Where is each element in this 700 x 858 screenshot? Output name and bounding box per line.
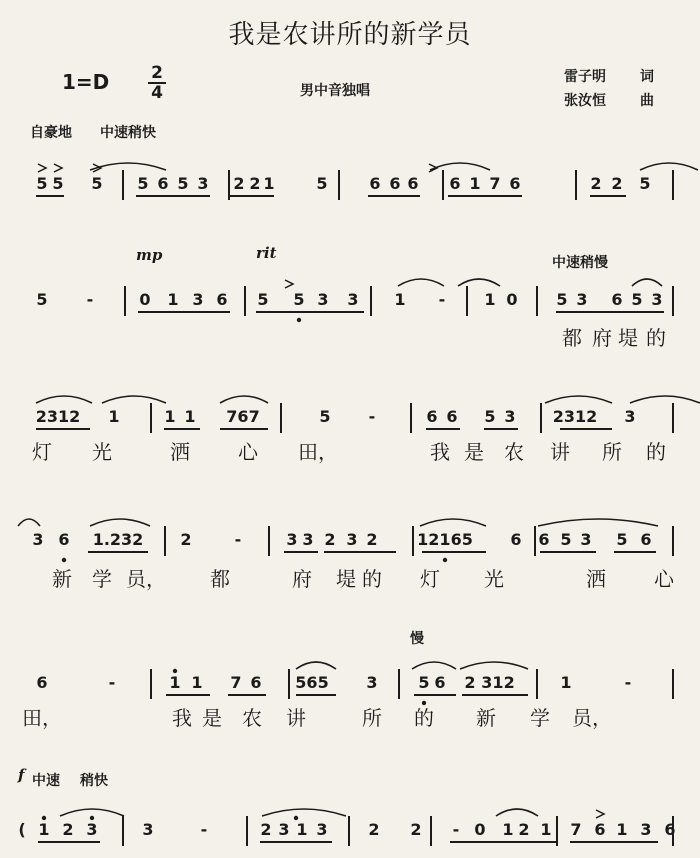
beam-underline <box>556 311 664 313</box>
note: 1 <box>502 820 514 839</box>
dynamic-rit: rit <box>256 244 277 262</box>
note: 3 <box>286 530 298 549</box>
tie-arc <box>545 396 612 403</box>
beam-underline <box>462 694 528 696</box>
note: 5 <box>293 290 305 309</box>
note: 2 <box>368 820 380 839</box>
note: 3 <box>278 820 290 839</box>
bar-line <box>150 403 152 433</box>
time-signature <box>146 64 168 102</box>
bar-line <box>288 669 290 699</box>
bar-line <box>246 816 248 846</box>
note: 5 <box>560 530 572 549</box>
beam-underline <box>426 428 460 430</box>
lyric-syllable: 学 <box>530 706 550 730</box>
tempo-change-slow: 慢 <box>410 631 424 647</box>
note: 6 <box>216 290 228 309</box>
note: 2 <box>180 530 192 549</box>
note: 3 <box>316 820 328 839</box>
notation-line <box>0 162 700 202</box>
bar-line <box>672 526 674 556</box>
lyric-syllable: 我 <box>430 440 450 464</box>
lyric-syllable: 是 <box>202 706 222 730</box>
bar-line <box>672 403 674 433</box>
tie-arc <box>412 662 456 669</box>
beam-underline <box>540 551 596 553</box>
note: 6 <box>58 530 70 549</box>
lyric-syllable: 洒 <box>170 440 190 464</box>
note: 0 <box>506 290 518 309</box>
note: 2 <box>62 820 74 839</box>
note: 2 <box>518 820 530 839</box>
tie-arc <box>398 279 444 286</box>
tie-arc <box>496 809 538 816</box>
tie-arc <box>630 396 700 403</box>
bar-line <box>672 669 674 699</box>
note: 3 <box>640 820 652 839</box>
note: - <box>200 820 208 839</box>
bar-line <box>534 526 536 556</box>
tempo-mark: 中速稍快 <box>100 125 156 141</box>
note: 1 <box>560 673 572 692</box>
note: 3 <box>192 290 204 309</box>
note: 2 <box>260 820 272 839</box>
beam-underline <box>422 551 486 553</box>
note: 3 <box>302 530 314 549</box>
bar-line <box>370 286 372 316</box>
lyric-syllable: 府 <box>592 326 612 350</box>
note: 2 <box>611 174 623 193</box>
beam-underline <box>220 428 268 430</box>
note: 3 <box>317 290 329 309</box>
low-octave-dot <box>297 318 301 322</box>
note: 767 <box>226 407 260 426</box>
lyric-syllable: 灯 <box>32 440 52 464</box>
bar-line <box>164 526 166 556</box>
beam-underline <box>36 195 64 197</box>
beam-underline <box>136 195 210 197</box>
lyric-syllable: 的 <box>646 440 666 464</box>
note: 5 <box>556 290 568 309</box>
lyric-syllable: 光 <box>484 567 504 591</box>
bar-line <box>244 286 246 316</box>
beam-underline <box>38 841 100 843</box>
tie-arc <box>102 396 166 403</box>
note: 5 <box>257 290 269 309</box>
note: 2312 <box>552 407 598 426</box>
tie-arc <box>90 163 166 170</box>
lyric-syllable: 心 <box>238 440 258 464</box>
note: 2 <box>464 673 476 692</box>
note: 6 <box>389 174 401 193</box>
note: 312 <box>481 673 515 692</box>
note: 3 <box>86 820 98 839</box>
tie-arc <box>538 519 658 526</box>
note: 3 <box>504 407 516 426</box>
note: 1 <box>296 820 308 839</box>
note: 5 <box>316 174 328 193</box>
lyric-syllable: 农 <box>504 440 524 464</box>
note: 6 <box>510 530 522 549</box>
note: 6 <box>538 530 550 549</box>
tie-arc <box>296 662 336 669</box>
beam-underline <box>138 311 230 313</box>
note: 1 <box>616 820 628 839</box>
accent-mark <box>54 164 62 172</box>
beam-underline <box>614 551 656 553</box>
tempo-change-slower: 中速稍慢 <box>552 255 608 271</box>
note: 6 <box>640 530 652 549</box>
lyric-syllable: 光 <box>92 440 112 464</box>
note: - <box>368 407 376 426</box>
lyric-syllable: 的 <box>646 326 666 350</box>
tie-arc <box>90 519 150 526</box>
beam-underline <box>484 428 518 430</box>
note: 5 <box>137 174 149 193</box>
note: 3 <box>580 530 592 549</box>
dynamic-f: f <box>18 766 25 784</box>
tie-arc <box>36 396 92 403</box>
bar-line <box>124 286 126 316</box>
note: 1 <box>164 407 176 426</box>
note: 6 <box>157 174 169 193</box>
bar-line <box>412 526 414 556</box>
note: 3 <box>624 407 636 426</box>
beam-underline <box>296 694 336 696</box>
tie-arc <box>632 279 662 286</box>
lyric-syllable: 新 <box>52 567 72 591</box>
note: 565 <box>295 673 329 692</box>
notation-line <box>0 395 700 435</box>
bar-line <box>466 286 468 316</box>
note: 7 <box>489 174 501 193</box>
beam-underline <box>368 195 420 197</box>
meter-top: 2 <box>151 63 163 83</box>
bar-line <box>672 286 674 316</box>
tie-arc <box>18 519 40 526</box>
note: 2 <box>410 820 422 839</box>
lyricist-name: 雷子明 <box>564 69 606 85</box>
tie-arc <box>220 396 268 403</box>
note: 5 <box>418 673 430 692</box>
tie-arc <box>458 279 500 286</box>
note: 6 <box>369 174 381 193</box>
lyric-syllable: 是 <box>464 440 484 464</box>
note: 6 <box>250 673 262 692</box>
lyric-syllable: 都 <box>562 326 582 350</box>
lyric-syllable: 心 <box>654 567 674 591</box>
bar-line <box>280 403 282 433</box>
note: 2 <box>366 530 378 549</box>
tempo-change-medium: 中速 <box>32 773 60 789</box>
note: 1 <box>38 820 50 839</box>
note: 7 <box>570 820 582 839</box>
note: 5 <box>616 530 628 549</box>
beam-underline <box>260 841 332 843</box>
note: 1 <box>167 290 179 309</box>
lyric-syllable: 的 <box>414 706 434 730</box>
note: 1.232 <box>92 530 144 549</box>
lyric-syllable: 讲 <box>286 706 306 730</box>
bar-line <box>398 669 400 699</box>
beam-underline <box>570 841 658 843</box>
beam-underline <box>36 428 90 430</box>
bar-line <box>150 669 152 699</box>
note: 5 <box>484 407 496 426</box>
note: 6 <box>611 290 623 309</box>
tie-arc <box>60 809 124 816</box>
note: 1 <box>469 174 481 193</box>
note: 6 <box>449 174 461 193</box>
meter-bottom: 4 <box>151 83 163 103</box>
lyric-syllable: 新 <box>476 706 496 730</box>
note: - <box>234 530 242 549</box>
bar-line <box>442 170 444 200</box>
beam-underline <box>164 428 200 430</box>
bar-line <box>268 526 270 556</box>
note: 0 <box>474 820 486 839</box>
note: 6 <box>664 820 676 839</box>
lyric-syllable: 所 <box>362 706 382 730</box>
composer-name: 张汝恒 <box>564 93 606 109</box>
lyric-syllable: 员， <box>572 706 612 730</box>
note: 1 <box>394 290 406 309</box>
note: 1 <box>263 174 275 193</box>
beam-underline <box>228 694 266 696</box>
tie-arc <box>420 519 486 526</box>
bar-line <box>348 816 350 846</box>
notation-line <box>0 278 700 318</box>
note: 12165 <box>417 530 473 549</box>
lyric-syllable: 府 <box>292 567 312 591</box>
note: 6 <box>407 174 419 193</box>
note: 6 <box>594 820 606 839</box>
note: 3 <box>197 174 209 193</box>
note: 5 <box>36 290 48 309</box>
lyric-syllable: 学 <box>92 567 112 591</box>
note: 3 <box>32 530 44 549</box>
note: - <box>438 290 446 309</box>
note: 3 <box>142 820 154 839</box>
lyric-syllable: 田， <box>298 440 338 464</box>
note: 3 <box>576 290 588 309</box>
note: 1 <box>108 407 120 426</box>
bar-line <box>122 816 124 846</box>
note: 3 <box>347 290 359 309</box>
note: 5 <box>91 174 103 193</box>
note: 6 <box>36 673 48 692</box>
note: 7 <box>230 673 242 692</box>
notation-line <box>0 661 700 701</box>
lyric-syllable: 洒 <box>586 567 606 591</box>
note: - <box>624 673 632 692</box>
bar-line <box>338 170 340 200</box>
lyric-syllable: 堤 <box>336 567 356 591</box>
note: 6 <box>426 407 438 426</box>
note: 1 <box>484 290 496 309</box>
bar-line <box>540 403 542 433</box>
lyric-syllable: 农 <box>242 706 262 730</box>
note: 3 <box>651 290 663 309</box>
lyric-syllable: 灯 <box>420 567 440 591</box>
lyric-syllable: 所 <box>602 440 622 464</box>
note: - <box>86 290 94 309</box>
beam-underline <box>560 428 612 430</box>
lyric-syllable: 员， <box>126 567 166 591</box>
note: 1 <box>184 407 196 426</box>
note: 6 <box>446 407 458 426</box>
note: 2 <box>590 174 602 193</box>
note: 5 <box>52 174 64 193</box>
note: 3 <box>346 530 358 549</box>
bar-line <box>430 816 432 846</box>
lyric-syllable: 田， <box>22 706 62 730</box>
accent-mark <box>285 280 293 288</box>
notation-line <box>0 518 700 558</box>
tie-arc <box>430 163 490 170</box>
note: 1 <box>191 673 203 692</box>
beam-underline <box>414 694 456 696</box>
notation-line <box>0 808 700 848</box>
tie-arc <box>460 662 528 669</box>
bar-line <box>410 403 412 433</box>
song-title: 我是农讲所的新学员 <box>228 20 472 50</box>
bar-line <box>575 170 577 200</box>
bar-line <box>672 170 674 200</box>
tie-arc <box>640 163 698 170</box>
tie-arc <box>262 809 346 816</box>
composer-role: 曲 <box>640 93 654 109</box>
note: 5 <box>36 174 48 193</box>
note: 2312 <box>35 407 81 426</box>
beam-underline <box>230 195 274 197</box>
note: - <box>108 673 116 692</box>
note: 2 <box>249 174 261 193</box>
note: 1 <box>169 673 181 692</box>
lyric-syllable: 的 <box>362 567 382 591</box>
note: 6 <box>434 673 446 692</box>
tempo-change-faster: 稍快 <box>80 773 108 789</box>
dynamic-mp: mp <box>136 246 163 264</box>
note: - <box>452 820 460 839</box>
note: ( <box>18 820 26 839</box>
beam-underline <box>590 195 626 197</box>
bar-line <box>122 170 124 200</box>
low-octave-dot <box>62 558 66 562</box>
note: 3 <box>366 673 378 692</box>
lyric-syllable: 我 <box>172 706 192 730</box>
beam-underline <box>324 551 396 553</box>
note: 2 <box>324 530 336 549</box>
note: 0 <box>139 290 151 309</box>
lyric-syllable: 讲 <box>550 440 570 464</box>
beam-underline <box>448 195 522 197</box>
voice-type: 男中音独唱 <box>300 83 370 99</box>
low-octave-dot <box>443 558 447 562</box>
bar-line <box>536 286 538 316</box>
note: 1 <box>540 820 552 839</box>
beam-underline <box>88 551 148 553</box>
beam-underline <box>284 551 318 553</box>
lyricist-role: 词 <box>640 69 654 85</box>
beam-underline <box>450 841 558 843</box>
accent-mark <box>596 810 604 818</box>
note: 5 <box>319 407 331 426</box>
lyric-syllable: 都 <box>210 567 230 591</box>
note: 2 <box>233 174 245 193</box>
accent-mark <box>38 164 46 172</box>
note: 5 <box>639 174 651 193</box>
lyric-syllable: 堤 <box>618 326 638 350</box>
key-signature: 1=D <box>62 70 110 94</box>
beam-underline <box>166 694 210 696</box>
note: 5 <box>631 290 643 309</box>
note: 6 <box>509 174 521 193</box>
beam-underline <box>256 311 364 313</box>
bar-line <box>536 669 538 699</box>
note: 5 <box>177 174 189 193</box>
expression-mark: 自豪地 <box>30 125 72 141</box>
